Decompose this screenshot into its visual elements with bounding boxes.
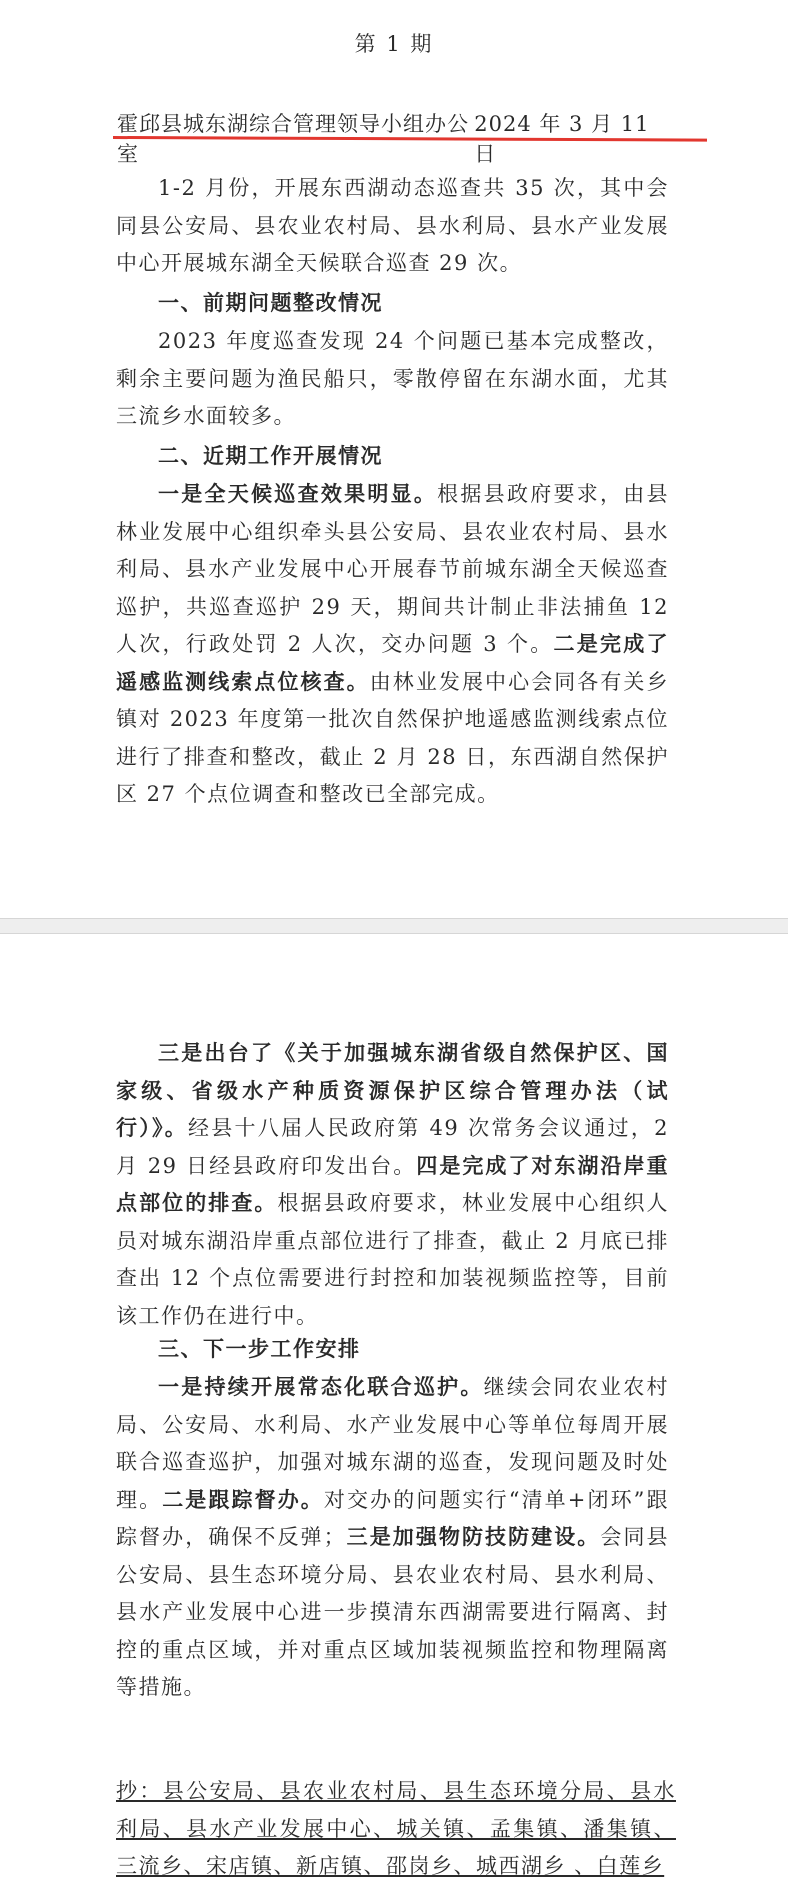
page-separator	[0, 918, 788, 934]
item-lead: 一是全天候巡查效果明显。	[158, 482, 438, 506]
document-page-1	[0, 0, 788, 918]
section-2-continued	[116, 1035, 669, 1335]
item-text: 继续会同农业农村局、公安局、水利局、水产业发展中心等单位每周开展联合巡查巡护，加强对城东湖的巡查，发现问题及时处理。	[116, 1375, 670, 1512]
item-lead: 二是	[162, 1487, 209, 1512]
item-lead: 一是持续开展常态化联合巡护。	[158, 1375, 484, 1399]
item-lead: 跟踪督办。	[208, 1487, 324, 1512]
item-lead: 二是完成了遥感监测线索点位核查。	[116, 632, 670, 694]
section-1-body: 2023 年度巡查发现 24 个问题已基本完成整改，剩余主要问题为渔民船只，零散停留在东湖水面，尤其三流乡水面较多。	[116, 329, 669, 428]
section-3-title: 三、下一步工作安排	[158, 1337, 361, 1361]
section-2-title: 二、近期工作开展情况	[158, 444, 383, 468]
item-text: 由林业发展中心会同各有关乡镇对 2023 年度第一批次自然保护地遥感监测线索点位进行了排查和整改，截止 2 月 28 日，东西湖自然保护区 27 个点位调查和整改已全部完成。	[116, 669, 670, 806]
section-2-paragraph	[116, 476, 669, 814]
issue-number: 第 1 期	[354, 32, 434, 56]
section-1-title: 一、前期问题整改情况	[158, 291, 383, 315]
item-text: 根据县政府要求，林业发展中心组织人员对城东湖沿岸重点部位进行了排查，截止 2 月底已排查出 12 个点位需要进行封控和加装视频监控等，目前该工作仍在进行中。	[116, 1191, 670, 1328]
item-lead: 三是出台了《关于加强城东湖省级自然保护区、国家级、省级水产种质资源保护区综合管理办法（试行）》。	[116, 1041, 669, 1140]
intro-paragraph: 1-2 月份，开展东西湖动态巡查共 35 次，其中会同县公安局、县农业农村局、县水利局、县水产业发展中心开展城东湖全天候联合巡查 29 次。	[116, 176, 669, 275]
item-text: 对交办的问题实行“清单+闭环”跟踪督办，确保不反弹；	[116, 1487, 670, 1549]
item-text: 根据县政府要求，由县林业发展中心组织牵头县公安局、县农业农村局、县水利局、县水产业发展中心开展春节前城东湖全天候巡查巡护，共巡查巡护 29 天，期间共计制止非法捕鱼 12 人次，行政处罚 2 人次，交办问题 3 个。	[116, 482, 670, 656]
item-text: 经县十八届人民政府第 49 次常务会议通过，2 月 29 日经县政府印发出台。	[116, 1116, 669, 1178]
issue-date: 2024 年 3 月 11 日	[474, 112, 650, 166]
item-lead: 三是加强物防技防建设。	[346, 1525, 601, 1549]
section-3-paragraph	[116, 1369, 669, 1707]
item-lead: 四是完成了对东湖沿岸重点部位的排查。	[116, 1153, 669, 1215]
carbon-copy-list: 抄：县公安局、县农业农村局、县生态环境分局、县水利局、县水产业发展中心、城关镇、孟集镇、潘集镇、三流乡、宋店镇、新店镇、邵岗乡、城西湖乡 、白莲乡	[116, 1779, 676, 1878]
issuing-office: 霍邱县城东湖综合管理领导小组办公室	[117, 112, 469, 166]
item-text: 会同县公安局、县生态环境分局、县农业农村局、县水利局、县水产业发展中心进一步摸清东西湖需要进行隔离、封控的重点区域，并对重点区域加装视频监控和物理隔离等措施。	[116, 1525, 670, 1699]
